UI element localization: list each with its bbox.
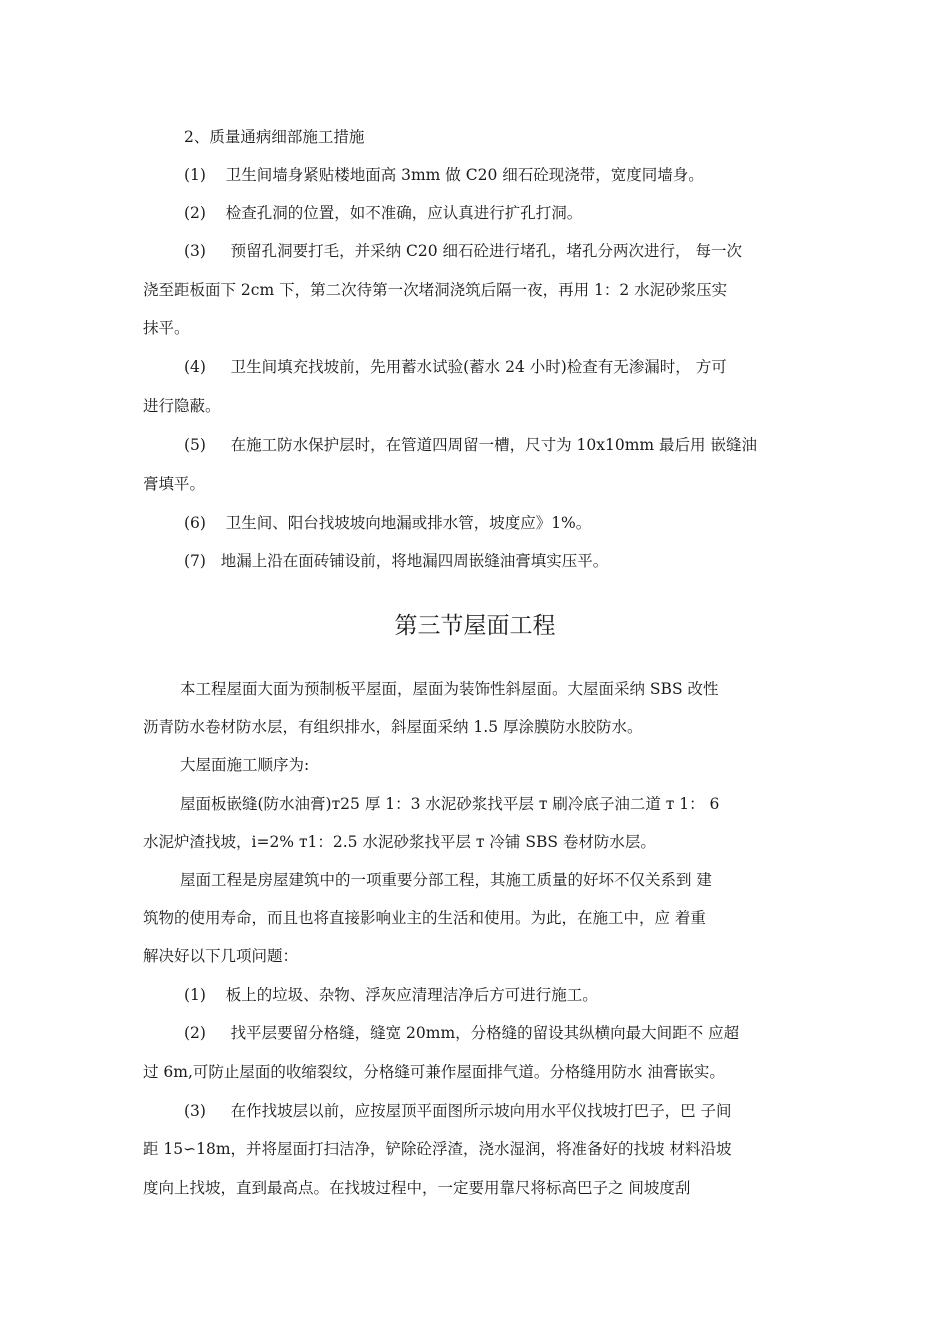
paragraph-line: 大屋面施工顺序为: (180, 756, 310, 774)
paragraph-line: 屋面板嵌缝(防水油膏)т25 厚 1：3 水泥砂浆找平层 т 刷冷底子油二道 т 1： 6 (180, 795, 720, 813)
item-number: (1) (184, 986, 206, 1004)
list-item (184, 513, 818, 533)
item-text: 在施工防水保护层时，在管道四周留一槽，尺寸为 10x10mm 最后用 嵌缝油 (230, 436, 757, 454)
text-line: 进行隐蔽。 (143, 397, 221, 415)
item-number: (1) (184, 166, 206, 184)
item-number: (4) (184, 358, 206, 376)
item-text: 卫生间墙身紧贴楼地面高 3mm 做 C20 细石砼现浇带，宽度同墙身。 (225, 166, 704, 184)
list-item (184, 165, 818, 185)
item-text: 找平层要留分格缝，缝宽 20mm，分格缝的留设其纵横向最大间距不 应超 (230, 1024, 740, 1042)
text-line: 浇至距板面下 2cm 下，第二次待第一次堵洞浇筑后隔一夜，再用 1：2 水泥砂浆压实 (143, 281, 728, 299)
list-item (184, 241, 818, 261)
item-text: 卫生间、阳台找坡坡向地漏或排水管，坡度应》1%。 (225, 514, 592, 532)
list-item (184, 203, 818, 223)
item-number: (5) (184, 436, 206, 454)
paragraph-line: 筑物的使用寿命，而且也将直接影响业主的生活和使用。为此，在施工中，应 着重 (143, 909, 706, 927)
paragraph-line: 屋面工程是房屋建筑中的一项重要分部工程，其施工质量的好坏不仅关系到 建 (180, 871, 712, 889)
item-number: (2) (184, 1024, 206, 1042)
text-line: 度向上找坡，直到最高点。在找坡过程中，一定要用靠尺将标高巴子之 间坡度刮 (143, 1179, 691, 1197)
item-number: (6) (184, 514, 206, 532)
paragraph-line: 水泥炉渣找坡，i=2% т1：2.5 水泥砂浆找平层 т 冷铺 SBS 卷材防水层。 (143, 833, 656, 851)
text-line: 过 6m,可防止屋面的收缩裂纹，分格缝可兼作屋面排气道。分格缝用防水 油膏嵌实。 (143, 1063, 725, 1081)
item-text: 检查孔洞的位置，如不准确，应认真进行扩孔打洞。 (225, 204, 583, 222)
section-title: 第三节屋面工程 (394, 613, 556, 639)
list-item (184, 357, 818, 377)
section-heading: 2、质量通病细部施工措施 (184, 128, 365, 146)
item-number: (3) (184, 1102, 206, 1120)
item-number: (7) (184, 552, 206, 570)
list-item (184, 1101, 818, 1121)
paragraph-line: 沥青防水卷材防水层，有组织排水，斜屋面采纳 1.5 厚涂膜防水胶防水。 (143, 718, 643, 736)
text-line: 抹平。 (143, 319, 190, 337)
item-number: (2) (184, 204, 206, 222)
list-item (184, 551, 818, 571)
list-item (184, 985, 818, 1005)
paragraph-line: 解决好以下几项问题： (143, 947, 299, 965)
item-text: 板上的垃圾、杂物、浮灰应清理洁净后方可进行施工。 (225, 986, 598, 1004)
text-line: 距 15∽18m，并将屋面打扫洁净，铲除砼浮渣，浇水湿润，将准备好的找坡 材料沿坡 (143, 1140, 732, 1158)
item-text: 预留孔洞要打毛，并采纳 C20 细石砼进行堵孔，堵孔分两次进行， 每一次 (230, 242, 742, 260)
list-item (184, 435, 818, 455)
item-text: 在作找坡层以前，应按屋顶平面图所示坡向用水平仪找坡打巴子，巴 子间 (230, 1102, 732, 1120)
text-line: 膏填平。 (143, 475, 206, 493)
list-item (184, 1023, 818, 1043)
item-number: (3) (184, 242, 206, 260)
paragraph-line: 本工程屋面大面为预制板平屋面，屋面为装饰性斜屋面。大屋面采纳 SBS 改性 (180, 680, 719, 698)
item-text: 地漏上沿在面砖铺设前，将地漏四周嵌缝油膏填实压平。 (220, 552, 609, 570)
item-text: 卫生间填充找坡前，先用蓄水试验(蓄水 24 小时)检查有无渗漏时， 方可 (230, 358, 727, 376)
